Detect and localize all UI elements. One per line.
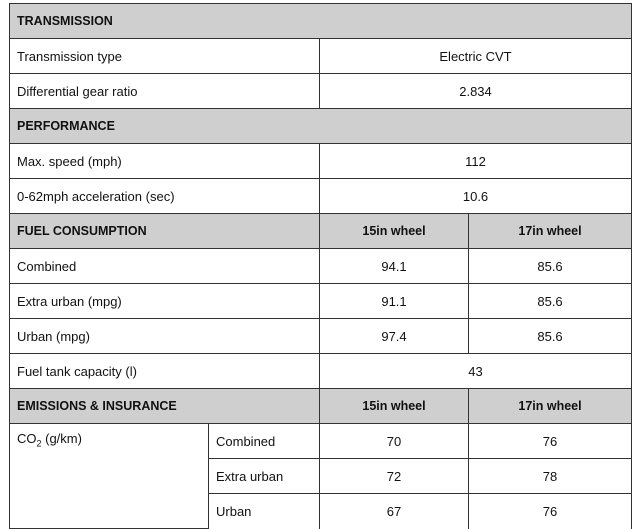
row-value-co2-urban-15in: 67	[320, 494, 469, 529]
table-row	[10, 354, 632, 389]
row-label-transmission-type: Transmission type	[10, 39, 320, 74]
row-label-fuel-urban: Urban (mpg)	[10, 319, 320, 354]
column-header-17in: 17in wheel	[469, 389, 632, 424]
row-label-co2-urban: Urban	[209, 494, 320, 529]
section-title-transmission: TRANSMISSION	[10, 4, 632, 39]
section-header-fuel	[10, 214, 632, 249]
section-title-emissions: EMISSIONS & INSURANCE	[10, 389, 320, 424]
row-label-fuel-extra-urban: Extra urban (mpg)	[10, 284, 320, 319]
column-header-15in: 15in wheel	[320, 389, 469, 424]
row-value-co2-urban-17in: 76	[469, 494, 632, 529]
section-title-fuel: FUEL CONSUMPTION	[10, 214, 320, 249]
row-value-fuel-urban-17in: 85.6	[469, 319, 632, 354]
spec-table	[9, 3, 632, 529]
table-row	[10, 424, 632, 459]
column-header-17in: 17in wheel	[469, 214, 632, 249]
row-value-co2-combined-17in: 76	[469, 424, 632, 459]
co2-suffix: (g/km)	[41, 431, 82, 446]
row-value-acceleration: 10.6	[320, 179, 632, 214]
section-header-emissions	[10, 389, 632, 424]
row-label-co2-extra-urban: Extra urban	[209, 459, 320, 494]
row-value-differential-gear-ratio: 2.834	[320, 74, 632, 109]
table-row	[10, 319, 632, 354]
co2-subscript: 2	[36, 438, 42, 449]
co2-label	[10, 424, 209, 529]
row-value-transmission-type: Electric CVT	[320, 39, 632, 74]
column-header-15in: 15in wheel	[320, 214, 469, 249]
table-row	[10, 74, 632, 109]
table-row	[10, 179, 632, 214]
table-row	[10, 144, 632, 179]
row-label-fuel-tank: Fuel tank capacity (l)	[10, 354, 320, 389]
section-header-performance	[10, 109, 632, 144]
row-value-fuel-extra-urban-15in: 91.1	[320, 284, 469, 319]
row-value-fuel-combined-15in: 94.1	[320, 249, 469, 284]
table-row	[10, 249, 632, 284]
co2-prefix: CO	[17, 431, 37, 446]
row-value-max-speed: 112	[320, 144, 632, 179]
section-title-performance: PERFORMANCE	[10, 109, 632, 144]
row-label-fuel-combined: Combined	[10, 249, 320, 284]
table-row	[10, 39, 632, 74]
row-label-differential-gear-ratio: Differential gear ratio	[10, 74, 320, 109]
table-row	[10, 284, 632, 319]
row-value-fuel-combined-17in: 85.6	[469, 249, 632, 284]
row-label-co2-combined: Combined	[209, 424, 320, 459]
row-value-co2-extra-urban-17in: 78	[469, 459, 632, 494]
spec-table-container	[9, 3, 631, 529]
row-value-co2-combined-15in: 70	[320, 424, 469, 459]
row-value-fuel-extra-urban-17in: 85.6	[469, 284, 632, 319]
row-value-co2-extra-urban-15in: 72	[320, 459, 469, 494]
row-label-max-speed: Max. speed (mph)	[10, 144, 320, 179]
section-header-transmission	[10, 4, 632, 39]
row-value-fuel-tank: 43	[320, 354, 632, 389]
row-value-fuel-urban-15in: 97.4	[320, 319, 469, 354]
row-label-acceleration: 0-62mph acceleration (sec)	[10, 179, 320, 214]
